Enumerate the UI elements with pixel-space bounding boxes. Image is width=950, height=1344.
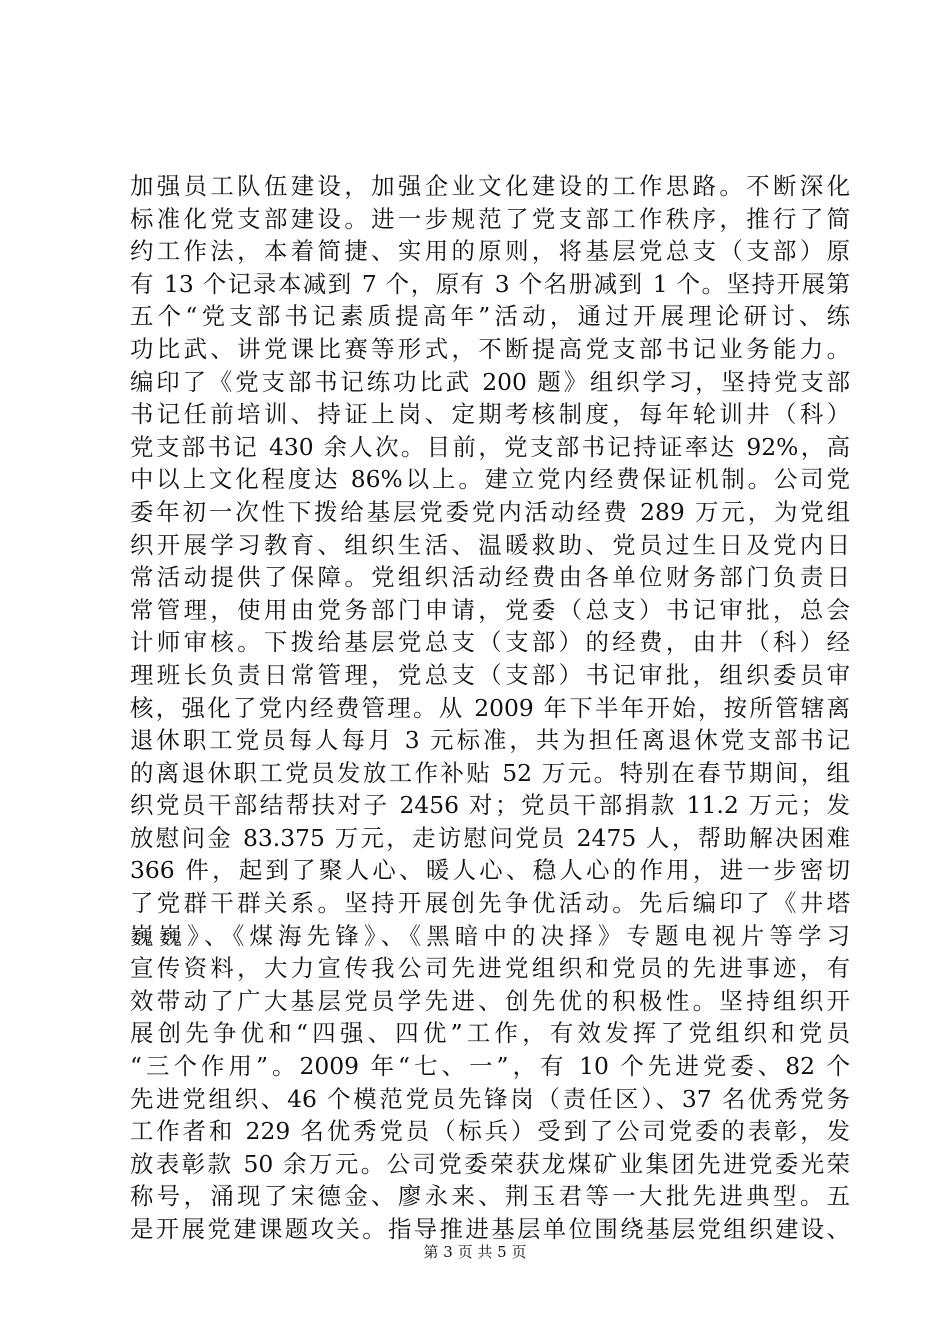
text-line: 织党员干部结帮扶对子 2456 对；党员干部捐款 11.2 万元；发 — [130, 791, 850, 820]
text-line: 书记任前培训、持证上岗、定期考核制度，每年轮训井（科） — [130, 400, 850, 429]
text-line: 核，强化了党内经费管理。从 2009 年下半年开始，按所管辖离 — [130, 693, 850, 722]
text-line: 先进党组织、46 个模范党员先锋岗（责任区）、37 名优秀党务 — [130, 1084, 850, 1113]
text-line: 计师审核。下拨给基层党总支（支部）的经费，由井（科）经 — [130, 628, 850, 657]
text-line: 约工作法，本着简捷、实用的原则，将基层党总支（支部）原 — [130, 237, 850, 266]
body-text — [130, 170, 850, 1246]
text-line: 放慰问金 83.375 万元，走访慰问党员 2475 人，帮助解决困难 — [130, 823, 850, 852]
text-line: 常活动提供了保障。党组织活动经费由各单位财务部门负责日 — [130, 563, 850, 592]
text-line: 织开展学习教育、组织生活、温暖救助、党员过生日及党内日 — [130, 530, 850, 559]
text-line: 委年初一次性下拨给基层党委党内活动经费 289 万元，为党组 — [130, 497, 850, 526]
text-line: 巍巍》、《煤海先锋》、《黑暗中的决择》专题电视片等学习 — [130, 921, 850, 950]
text-line: 是开展党建课题攻关。指导推进基层单位围绕基层党组织建设、 — [130, 1215, 850, 1243]
text-line: 366 件，起到了聚人心、暖人心、稳人心的作用，进一步密切 — [130, 856, 850, 885]
text-line: 常管理，使用由党务部门申请，党委（总支）书记审批，总会 — [130, 595, 850, 624]
text-line: 放表彰款 50 余万元。公司党委荣获龙煤矿业集团先进党委光荣 — [130, 1149, 850, 1178]
text-line: 称号，涌现了宋德金、廖永来、荆玉君等一大批先进典型。五 — [130, 1182, 850, 1211]
text-line: 了党群干群关系。坚持开展创先争优活动。先后编印了《井塔 — [130, 889, 850, 918]
text-line: 中以上文化程度达 86%以上。建立党内经费保证机制。公司党 — [130, 465, 850, 494]
text-line: 工作者和 229 名优秀党员（标兵）受到了公司党委的表彰，发 — [130, 1117, 850, 1146]
text-line: 功比武、讲党课比赛等形式，不断提高党支部书记业务能力。 — [130, 334, 850, 363]
text-line: 理班长负责日常管理，党总支（支部）书记审批，组织委员审 — [130, 660, 850, 689]
text-line: 效带动了广大基层党员学先进、创先优的积极性。坚持组织开 — [130, 986, 850, 1015]
text-line: 宣传资料，大力宣传我公司先进党组织和党员的先进事迹，有 — [130, 954, 850, 983]
text-line: 有 13 个记录本减到 7 个，原有 3 个名册减到 1 个。坚持开展第 — [130, 269, 850, 298]
text-line: 标准化党支部建设。进一步规范了党支部工作秩序，推行了简 — [130, 204, 850, 233]
text-line: 展创先争优和“四强、四优”工作，有效发挥了党组织和党员 — [130, 1019, 850, 1048]
text-line: 党支部书记 430 余人次。目前，党支部书记持证率达 92%，高 — [130, 432, 850, 461]
page-footer: 第 3 页 共 5 页 — [423, 1243, 527, 1261]
text-line: 的离退休职工党员发放工作补贴 52 万元。特别在春节期间，组 — [130, 758, 850, 787]
text-line: “三个作用”。2009 年“七、一”，有 10 个先进党委、82 个 — [130, 1052, 850, 1081]
text-line: 编印了《党支部书记练功比武 200 题》组织学习，坚持党支部 — [130, 367, 850, 396]
text-line: 加强员工队伍建设，加强企业文化建设的工作思路。不断深化 — [130, 172, 850, 200]
text-line: 五个“党支部书记素质提高年”活动，通过开展理论研讨、练 — [130, 302, 850, 331]
text-line: 退休职工党员每人每月 3 元标准，共为担任离退休党支部书记 — [130, 726, 850, 755]
